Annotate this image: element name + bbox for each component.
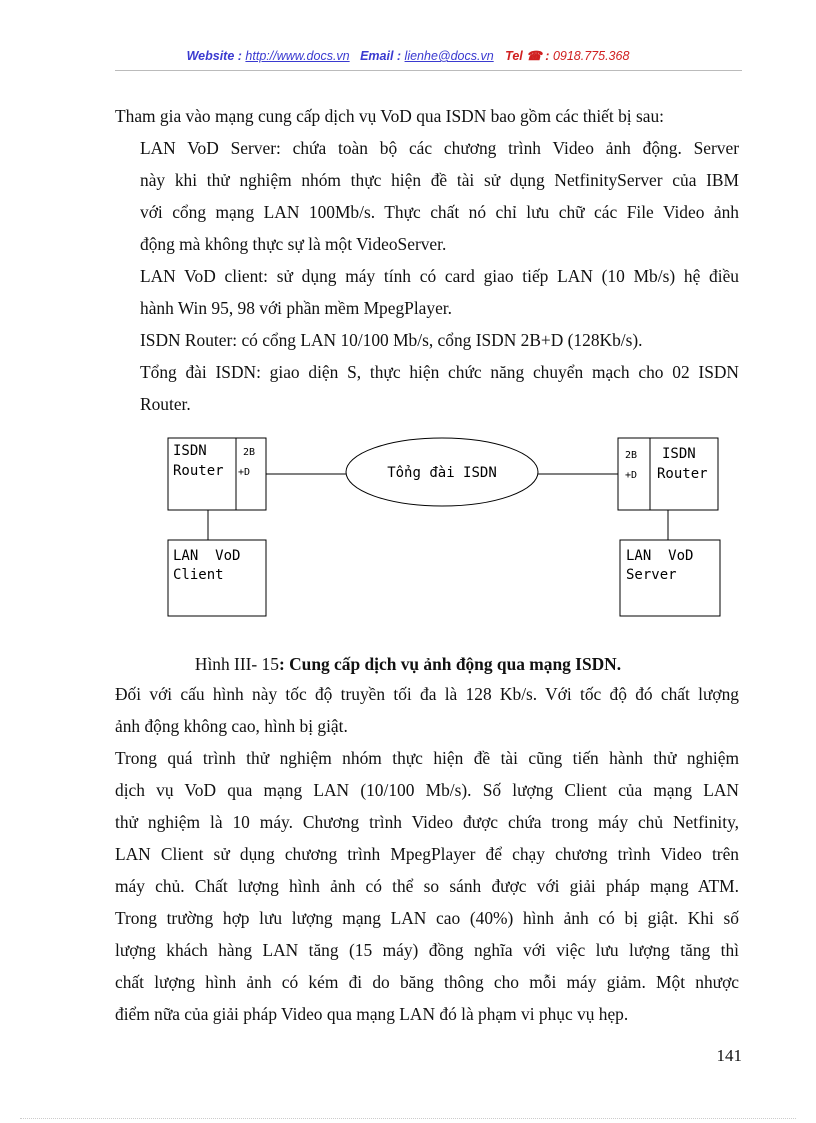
left-router-label-1: ISDN xyxy=(173,443,207,459)
text-line: Router. xyxy=(140,394,191,414)
right-router-label-1: ISDN xyxy=(662,446,696,462)
text-line: LAN VoD client: sử dụng máy tính có card giao tiếp LAN (10 Mb/s) hệ điều xyxy=(140,266,739,286)
page-header xyxy=(0,48,816,63)
item-lan-vod-client xyxy=(140,260,739,324)
right-port-label-1: 2B xyxy=(625,450,638,461)
item-isdn-router xyxy=(140,324,739,356)
server-label-1: LAN VoD xyxy=(626,548,694,564)
paragraph-1 xyxy=(115,678,739,742)
text-line: ISDN Router: có cổng LAN 10/100 Mb/s, cổng ISDN 2B+D (128Kb/s). xyxy=(140,330,643,350)
text-line: động mà không thực sự là một VideoServer. xyxy=(140,234,447,254)
item-lan-vod-server xyxy=(140,132,739,260)
text-line: LAN Client sử dụng chương trình MpegPlayer để chạy chương trình Video trên xyxy=(115,844,739,864)
text-line: chất lượng hình ảnh có kém đi do băng thông cho mỗi máy giảm. Một nhược xyxy=(115,972,739,992)
figure-caption xyxy=(0,654,816,675)
center-label: Tổng đài ISDN xyxy=(387,465,497,481)
text-line: Tổng đài ISDN: giao diện S, thực hiện chức năng chuyển mạch cho 02 ISDN xyxy=(140,362,739,382)
left-router-label-2: Router xyxy=(173,463,224,479)
caption-prefix: Hình III- 15 xyxy=(194,654,279,674)
left-port-label-1: 2B xyxy=(243,447,256,458)
page-number: 141 xyxy=(716,1046,742,1065)
email-link[interactable]: lienhe@docs.vn xyxy=(404,49,494,63)
tel-value: 0918.775.368 xyxy=(552,49,630,63)
text-line: máy chủ. Chất lượng hình ảnh có thể so sánh được với giải pháp mạng ATM. xyxy=(115,876,739,896)
text-line: Tham gia vào mạng cung cấp dịch vụ VoD qua ISDN bao gồm các thiết bị sau: xyxy=(115,106,664,126)
text-line: lượng khách hàng LAN tăng (15 máy) đồng nghĩa với việc lưu lượng tăng thì xyxy=(115,940,739,960)
text-line: này khi thử nghiệm nhóm thực hiện đề tài sử dụng NetfinityServer của IBM xyxy=(140,170,739,190)
paragraph-2 xyxy=(115,742,739,1030)
caption-title: : Cung cấp dịch vụ ảnh động qua mạng ISDN. xyxy=(278,654,622,674)
left-port-label-2: +D xyxy=(238,467,251,478)
website-label: Website : xyxy=(186,49,242,63)
item-tong-dai-isdn xyxy=(140,356,739,420)
footer-divider xyxy=(20,1118,796,1119)
text-line: ảnh động không cao, hình bị giật. xyxy=(115,716,348,736)
text-line: Trong quá trình thử nghiệm nhóm thực hiện đề tài cũng tiến hành thử nghiệm xyxy=(115,748,739,768)
header-divider xyxy=(115,70,742,71)
intro-paragraph xyxy=(115,100,755,132)
text-line: hành Win 95, 98 với phần mềm MpegPlayer. xyxy=(140,298,452,318)
client-label-2: Client xyxy=(173,567,224,583)
right-port-label-2: +D xyxy=(625,470,638,481)
text-line: với cổng mạng LAN 100Mb/s. Thực chất nó chỉ lưu chữ các File Video ảnh xyxy=(140,202,739,222)
right-router-label-2: Router xyxy=(657,466,708,482)
website-link[interactable]: http://www.docs.vn xyxy=(245,49,350,63)
text-line: điểm nữa của giải pháp Video qua mạng LAN đó là phạm vi phục vụ hẹp. xyxy=(115,1004,629,1024)
tel-label: Tel ☎ : xyxy=(505,49,550,63)
text-line: Đối với cấu hình này tốc độ truyền tối đa là 128 Kb/s. Với tốc độ đó chất lượng xyxy=(115,684,739,704)
server-label-2: Server xyxy=(626,567,677,583)
email-label: Email : xyxy=(360,49,402,63)
text-line: LAN VoD Server: chứa toàn bộ các chương trình Video ảnh động. Server xyxy=(140,138,739,158)
network-diagram xyxy=(160,430,740,620)
text-line: thử nghiệm là 10 máy. Chương trình Video được chứa trong máy chủ Netfinity, xyxy=(115,812,739,832)
text-line: dịch vụ VoD qua mạng LAN (10/100 Mb/s). Số lượng Client của mạng LAN xyxy=(115,780,739,800)
text-line: Trong trường hợp lưu lượng mạng LAN cao (40%) hình ảnh có bị giật. Khi số xyxy=(115,908,739,928)
client-label-1: LAN VoD xyxy=(173,548,241,564)
